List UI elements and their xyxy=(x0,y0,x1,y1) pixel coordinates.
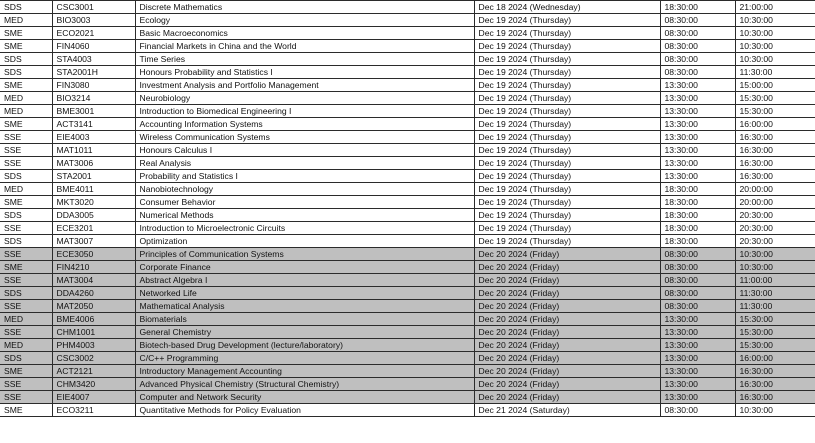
course-code-cell[interactable]: MAT1011 xyxy=(52,144,135,157)
school-cell[interactable]: SME xyxy=(0,118,52,131)
start-time-cell[interactable]: 18:30:00 xyxy=(660,235,735,248)
course-code-cell[interactable]: STA2001H xyxy=(52,66,135,79)
exam-date-cell[interactable]: Dec 19 2024 (Thursday) xyxy=(474,131,660,144)
course-code-cell[interactable]: ECE3050 xyxy=(52,248,135,261)
table-row[interactable] xyxy=(0,196,815,209)
end-time-cell[interactable]: 20:00:00 xyxy=(735,183,815,196)
end-time-cell[interactable]: 16:00:00 xyxy=(735,118,815,131)
course-code-cell[interactable]: FIN4060 xyxy=(52,40,135,53)
course-name-cell[interactable]: Quantitative Methods for Policy Evaluation xyxy=(135,404,474,417)
table-row[interactable] xyxy=(0,287,815,300)
exam-date-cell[interactable]: Dec 19 2024 (Thursday) xyxy=(474,27,660,40)
school-cell[interactable]: MED xyxy=(0,14,52,27)
course-name-cell[interactable]: Consumer Behavior xyxy=(135,196,474,209)
exam-date-cell[interactable]: Dec 19 2024 (Thursday) xyxy=(474,222,660,235)
exam-date-cell[interactable]: Dec 19 2024 (Thursday) xyxy=(474,53,660,66)
start-time-cell[interactable]: 13:30:00 xyxy=(660,352,735,365)
course-code-cell[interactable]: MKT3020 xyxy=(52,196,135,209)
exam-date-cell[interactable]: Dec 19 2024 (Thursday) xyxy=(474,235,660,248)
exam-date-cell[interactable]: Dec 21 2024 (Saturday) xyxy=(474,404,660,417)
course-code-cell[interactable]: MAT2050 xyxy=(52,300,135,313)
exam-date-cell[interactable]: Dec 19 2024 (Thursday) xyxy=(474,183,660,196)
school-cell[interactable]: SME xyxy=(0,261,52,274)
course-code-cell[interactable]: CSC3001 xyxy=(52,1,135,14)
end-time-cell[interactable]: 10:30:00 xyxy=(735,40,815,53)
school-cell[interactable]: SSE xyxy=(0,131,52,144)
end-time-cell[interactable]: 11:30:00 xyxy=(735,300,815,313)
course-code-cell[interactable]: BIO3214 xyxy=(52,92,135,105)
course-code-cell[interactable]: CSC3002 xyxy=(52,352,135,365)
exam-date-cell[interactable]: Dec 19 2024 (Thursday) xyxy=(474,157,660,170)
table-row[interactable] xyxy=(0,352,815,365)
school-cell[interactable]: SDS xyxy=(0,170,52,183)
end-time-cell[interactable]: 15:30:00 xyxy=(735,326,815,339)
table-row[interactable] xyxy=(0,92,815,105)
exam-date-cell[interactable]: Dec 20 2024 (Friday) xyxy=(474,326,660,339)
course-code-cell[interactable]: CHM1001 xyxy=(52,326,135,339)
school-cell[interactable]: MED xyxy=(0,105,52,118)
end-time-cell[interactable]: 16:30:00 xyxy=(735,391,815,404)
school-cell[interactable]: SSE xyxy=(0,144,52,157)
course-name-cell[interactable]: General Chemistry xyxy=(135,326,474,339)
course-name-cell[interactable]: Time Series xyxy=(135,53,474,66)
end-time-cell[interactable]: 20:30:00 xyxy=(735,235,815,248)
course-code-cell[interactable]: BIO3003 xyxy=(52,14,135,27)
course-code-cell[interactable]: MAT3007 xyxy=(52,235,135,248)
end-time-cell[interactable]: 10:30:00 xyxy=(735,27,815,40)
exam-date-cell[interactable]: Dec 20 2024 (Friday) xyxy=(474,300,660,313)
start-time-cell[interactable]: 18:30:00 xyxy=(660,209,735,222)
course-code-cell[interactable]: MAT3004 xyxy=(52,274,135,287)
school-cell[interactable]: SSE xyxy=(0,378,52,391)
exam-date-cell[interactable]: Dec 20 2024 (Friday) xyxy=(474,391,660,404)
end-time-cell[interactable]: 21:00:00 xyxy=(735,1,815,14)
start-time-cell[interactable]: 18:30:00 xyxy=(660,1,735,14)
course-code-cell[interactable]: MAT3006 xyxy=(52,157,135,170)
end-time-cell[interactable]: 16:00:00 xyxy=(735,352,815,365)
course-name-cell[interactable]: Biomaterials xyxy=(135,313,474,326)
exam-date-cell[interactable]: Dec 19 2024 (Thursday) xyxy=(474,196,660,209)
end-time-cell[interactable]: 10:30:00 xyxy=(735,404,815,417)
school-cell[interactable]: SSE xyxy=(0,326,52,339)
course-name-cell[interactable]: Probability and Statistics I xyxy=(135,170,474,183)
course-name-cell[interactable]: Abstract Algebra I xyxy=(135,274,474,287)
course-code-cell[interactable]: BME3001 xyxy=(52,105,135,118)
school-cell[interactable]: SSE xyxy=(0,300,52,313)
exam-date-cell[interactable]: Dec 20 2024 (Friday) xyxy=(474,313,660,326)
start-time-cell[interactable]: 13:30:00 xyxy=(660,339,735,352)
table-row[interactable] xyxy=(0,209,815,222)
end-time-cell[interactable]: 15:30:00 xyxy=(735,105,815,118)
school-cell[interactable]: SSE xyxy=(0,274,52,287)
table-row[interactable] xyxy=(0,14,815,27)
course-name-cell[interactable]: C/C++ Programming xyxy=(135,352,474,365)
end-time-cell[interactable]: 10:30:00 xyxy=(735,14,815,27)
exam-date-cell[interactable]: Dec 19 2024 (Thursday) xyxy=(474,209,660,222)
table-row[interactable] xyxy=(0,105,815,118)
course-name-cell[interactable]: Accounting Information Systems xyxy=(135,118,474,131)
start-time-cell[interactable]: 18:30:00 xyxy=(660,183,735,196)
course-name-cell[interactable]: Wireless Communication Systems xyxy=(135,131,474,144)
course-name-cell[interactable]: Investment Analysis and Portfolio Management xyxy=(135,79,474,92)
exam-date-cell[interactable]: Dec 20 2024 (Friday) xyxy=(474,339,660,352)
school-cell[interactable]: MED xyxy=(0,183,52,196)
exam-date-cell[interactable]: Dec 19 2024 (Thursday) xyxy=(474,170,660,183)
end-time-cell[interactable]: 16:30:00 xyxy=(735,157,815,170)
start-time-cell[interactable]: 13:30:00 xyxy=(660,391,735,404)
start-time-cell[interactable]: 13:30:00 xyxy=(660,326,735,339)
exam-date-cell[interactable]: Dec 19 2024 (Thursday) xyxy=(474,40,660,53)
end-time-cell[interactable]: 20:30:00 xyxy=(735,209,815,222)
table-row[interactable] xyxy=(0,313,815,326)
course-name-cell[interactable]: Ecology xyxy=(135,14,474,27)
end-time-cell[interactable]: 10:30:00 xyxy=(735,53,815,66)
end-time-cell[interactable]: 20:00:00 xyxy=(735,196,815,209)
table-row[interactable] xyxy=(0,118,815,131)
course-name-cell[interactable]: Real Analysis xyxy=(135,157,474,170)
end-time-cell[interactable]: 16:30:00 xyxy=(735,131,815,144)
course-name-cell[interactable]: Networked Life xyxy=(135,287,474,300)
start-time-cell[interactable]: 08:30:00 xyxy=(660,300,735,313)
course-name-cell[interactable]: Advanced Physical Chemistry (Structural Chemistry) xyxy=(135,378,474,391)
exam-date-cell[interactable]: Dec 20 2024 (Friday) xyxy=(474,248,660,261)
end-time-cell[interactable]: 10:30:00 xyxy=(735,248,815,261)
end-time-cell[interactable]: 15:30:00 xyxy=(735,313,815,326)
course-code-cell[interactable]: FIN4210 xyxy=(52,261,135,274)
school-cell[interactable]: SSE xyxy=(0,157,52,170)
end-time-cell[interactable]: 16:30:00 xyxy=(735,378,815,391)
course-name-cell[interactable]: Introductory Management Accounting xyxy=(135,365,474,378)
course-code-cell[interactable]: PHM4003 xyxy=(52,339,135,352)
course-name-cell[interactable]: Honours Probability and Statistics I xyxy=(135,66,474,79)
school-cell[interactable]: SDS xyxy=(0,287,52,300)
exam-date-cell[interactable]: Dec 19 2024 (Thursday) xyxy=(474,92,660,105)
table-row[interactable] xyxy=(0,222,815,235)
end-time-cell[interactable]: 10:30:00 xyxy=(735,261,815,274)
table-row[interactable] xyxy=(0,248,815,261)
course-code-cell[interactable]: ACT2121 xyxy=(52,365,135,378)
school-cell[interactable]: SSE xyxy=(0,248,52,261)
start-time-cell[interactable]: 13:30:00 xyxy=(660,105,735,118)
course-code-cell[interactable]: DDA4260 xyxy=(52,287,135,300)
school-cell[interactable]: MED xyxy=(0,313,52,326)
end-time-cell[interactable]: 16:30:00 xyxy=(735,170,815,183)
exam-date-cell[interactable]: Dec 19 2024 (Thursday) xyxy=(474,144,660,157)
start-time-cell[interactable]: 13:30:00 xyxy=(660,92,735,105)
course-name-cell[interactable]: Financial Markets in China and the World xyxy=(135,40,474,53)
school-cell[interactable]: MED xyxy=(0,92,52,105)
table-row[interactable] xyxy=(0,144,815,157)
start-time-cell[interactable]: 18:30:00 xyxy=(660,196,735,209)
course-code-cell[interactable]: STA2001 xyxy=(52,170,135,183)
start-time-cell[interactable]: 13:30:00 xyxy=(660,365,735,378)
course-name-cell[interactable]: Basic Macroeconomics xyxy=(135,27,474,40)
table-row[interactable] xyxy=(0,27,815,40)
start-time-cell[interactable]: 08:30:00 xyxy=(660,14,735,27)
start-time-cell[interactable]: 08:30:00 xyxy=(660,53,735,66)
course-code-cell[interactable]: CHM3420 xyxy=(52,378,135,391)
course-name-cell[interactable]: Introduction to Biomedical Engineering I xyxy=(135,105,474,118)
table-row[interactable] xyxy=(0,300,815,313)
start-time-cell[interactable]: 08:30:00 xyxy=(660,66,735,79)
start-time-cell[interactable]: 13:30:00 xyxy=(660,144,735,157)
end-time-cell[interactable]: 16:30:00 xyxy=(735,144,815,157)
table-row[interactable] xyxy=(0,378,815,391)
start-time-cell[interactable]: 08:30:00 xyxy=(660,287,735,300)
end-time-cell[interactable]: 15:00:00 xyxy=(735,79,815,92)
school-cell[interactable]: SDS xyxy=(0,66,52,79)
course-code-cell[interactable]: DDA3005 xyxy=(52,209,135,222)
course-code-cell[interactable]: ACT3141 xyxy=(52,118,135,131)
start-time-cell[interactable]: 13:30:00 xyxy=(660,157,735,170)
table-row[interactable] xyxy=(0,235,815,248)
course-name-cell[interactable]: Biotech-based Drug Development (lecture/laboratory) xyxy=(135,339,474,352)
course-code-cell[interactable]: STA4003 xyxy=(52,53,135,66)
end-time-cell[interactable]: 11:00:00 xyxy=(735,274,815,287)
end-time-cell[interactable]: 15:30:00 xyxy=(735,92,815,105)
start-time-cell[interactable]: 13:30:00 xyxy=(660,170,735,183)
school-cell[interactable]: SME xyxy=(0,27,52,40)
table-row[interactable] xyxy=(0,326,815,339)
end-time-cell[interactable]: 11:30:00 xyxy=(735,66,815,79)
table-row[interactable] xyxy=(0,339,815,352)
school-cell[interactable]: SSE xyxy=(0,222,52,235)
table-row[interactable] xyxy=(0,404,815,417)
course-name-cell[interactable]: Corporate Finance xyxy=(135,261,474,274)
table-row[interactable] xyxy=(0,274,815,287)
course-name-cell[interactable]: Discrete Mathematics xyxy=(135,1,474,14)
table-row[interactable] xyxy=(0,365,815,378)
school-cell[interactable]: SME xyxy=(0,404,52,417)
course-name-cell[interactable]: Honours Calculus I xyxy=(135,144,474,157)
course-code-cell[interactable]: ECO3211 xyxy=(52,404,135,417)
exam-date-cell[interactable]: Dec 20 2024 (Friday) xyxy=(474,352,660,365)
school-cell[interactable]: SDS xyxy=(0,53,52,66)
exam-date-cell[interactable]: Dec 19 2024 (Thursday) xyxy=(474,118,660,131)
start-time-cell[interactable]: 08:30:00 xyxy=(660,274,735,287)
start-time-cell[interactable]: 08:30:00 xyxy=(660,40,735,53)
course-code-cell[interactable]: ECO2021 xyxy=(52,27,135,40)
school-cell[interactable]: SDS xyxy=(0,209,52,222)
start-time-cell[interactable]: 18:30:00 xyxy=(660,222,735,235)
school-cell[interactable]: MED xyxy=(0,339,52,352)
school-cell[interactable]: SME xyxy=(0,365,52,378)
start-time-cell[interactable]: 08:30:00 xyxy=(660,404,735,417)
course-name-cell[interactable]: Optimization xyxy=(135,235,474,248)
table-row[interactable] xyxy=(0,1,815,14)
table-row[interactable] xyxy=(0,170,815,183)
table-row[interactable] xyxy=(0,391,815,404)
exam-date-cell[interactable]: Dec 18 2024 (Wednesday) xyxy=(474,1,660,14)
exam-date-cell[interactable]: Dec 19 2024 (Thursday) xyxy=(474,79,660,92)
table-row[interactable] xyxy=(0,53,815,66)
end-time-cell[interactable]: 11:30:00 xyxy=(735,287,815,300)
course-name-cell[interactable]: Computer and Network Security xyxy=(135,391,474,404)
exam-date-cell[interactable]: Dec 20 2024 (Friday) xyxy=(474,287,660,300)
table-row[interactable] xyxy=(0,157,815,170)
school-cell[interactable]: SME xyxy=(0,79,52,92)
course-name-cell[interactable]: Neurobiology xyxy=(135,92,474,105)
course-code-cell[interactable]: BME4006 xyxy=(52,313,135,326)
start-time-cell[interactable]: 08:30:00 xyxy=(660,248,735,261)
exam-schedule-rows xyxy=(0,1,815,417)
exam-date-cell[interactable]: Dec 19 2024 (Thursday) xyxy=(474,66,660,79)
course-code-cell[interactable]: BME4011 xyxy=(52,183,135,196)
school-cell[interactable]: SDS xyxy=(0,352,52,365)
exam-date-cell[interactable]: Dec 20 2024 (Friday) xyxy=(474,261,660,274)
course-code-cell[interactable]: ECE3201 xyxy=(52,222,135,235)
start-time-cell[interactable]: 13:30:00 xyxy=(660,313,735,326)
end-time-cell[interactable]: 20:30:00 xyxy=(735,222,815,235)
start-time-cell[interactable]: 13:30:00 xyxy=(660,378,735,391)
table-row[interactable] xyxy=(0,131,815,144)
start-time-cell[interactable]: 13:30:00 xyxy=(660,79,735,92)
course-name-cell[interactable]: Numerical Methods xyxy=(135,209,474,222)
start-time-cell[interactable]: 08:30:00 xyxy=(660,261,735,274)
start-time-cell[interactable]: 08:30:00 xyxy=(660,27,735,40)
school-cell[interactable]: SDS xyxy=(0,235,52,248)
school-cell[interactable]: SME xyxy=(0,196,52,209)
exam-date-cell[interactable]: Dec 19 2024 (Thursday) xyxy=(474,14,660,27)
exam-date-cell[interactable]: Dec 20 2024 (Friday) xyxy=(474,365,660,378)
table-row[interactable] xyxy=(0,66,815,79)
start-time-cell[interactable]: 13:30:00 xyxy=(660,131,735,144)
exam-date-cell[interactable]: Dec 20 2024 (Friday) xyxy=(474,378,660,391)
end-time-cell[interactable]: 16:30:00 xyxy=(735,365,815,378)
start-time-cell[interactable]: 13:30:00 xyxy=(660,118,735,131)
course-name-cell[interactable]: Nanobiotechnology xyxy=(135,183,474,196)
course-code-cell[interactable]: FIN3080 xyxy=(52,79,135,92)
end-time-cell[interactable]: 15:30:00 xyxy=(735,339,815,352)
table-row[interactable] xyxy=(0,183,815,196)
table-row[interactable] xyxy=(0,40,815,53)
school-cell[interactable]: SME xyxy=(0,40,52,53)
course-name-cell[interactable]: Mathematical Analysis xyxy=(135,300,474,313)
course-name-cell[interactable]: Introduction to Microelectronic Circuits xyxy=(135,222,474,235)
school-cell[interactable]: SSE xyxy=(0,391,52,404)
exam-date-cell[interactable]: Dec 20 2024 (Friday) xyxy=(474,274,660,287)
course-code-cell[interactable]: EIE4003 xyxy=(52,131,135,144)
course-name-cell[interactable]: Principles of Communication Systems xyxy=(135,248,474,261)
exam-date-cell[interactable]: Dec 19 2024 (Thursday) xyxy=(474,105,660,118)
course-code-cell[interactable]: EIE4007 xyxy=(52,391,135,404)
table-row[interactable] xyxy=(0,79,815,92)
table-row[interactable] xyxy=(0,261,815,274)
school-cell[interactable]: SDS xyxy=(0,1,52,14)
